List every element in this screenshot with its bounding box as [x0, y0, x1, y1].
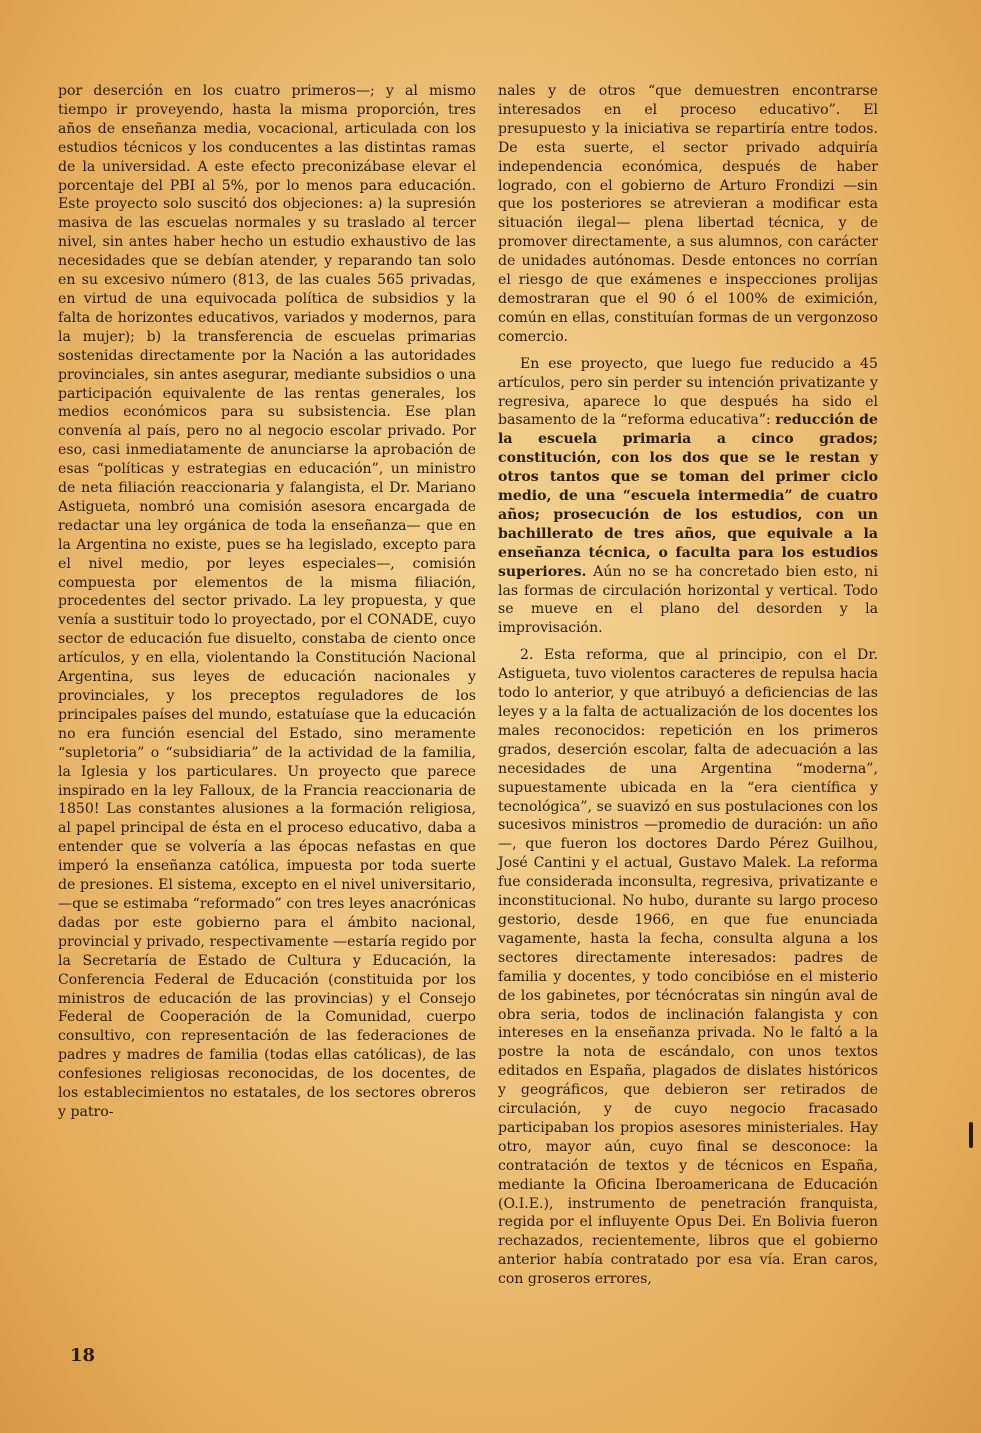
right-column-paragraph-3: 2. Esta reforma, que al principio, con el Dr. Astigueta, tuvo violentos caracteres de repulsa hacia todo lo anterior, y que atribuyó a deficiencias de las leyes y a la falta de actualización de los docentes los males reconocidos: repetición en los primeros grados, deserción escolar, falta de adecuación a las necesidades de una Argentina “moderna”, supuestamente ubicada en la “era científica y tecnológica”, se suavizó en sus postulaciones con los sucesivos ministros —promedio de duración: un año—, que fueron los doctores Dardo Pérez Guilhou, José Cantini y el actual, Gustavo Malek. La reforma fue considerada inconsulta, regresiva, privatizante e inconstitucional. No hubo, durante su largo proceso gestorio, desde 1966, en que fue enunciada vagamente, hasta la fecha, consulta alguna a los sectores directamente interesados: padres de familia y docentes, y todo concibióse en el misterio de los gabinetes, por técnócratas sin ningún aval de obra seria, todos de inclinación falangista y con intereses en la enseñanza privada. No le faltó a la postre la nota de escándalo, con unos textos editados en España, plagados de dislates históricos y geográficos, que debieron ser retirados de circulación, y de cuyo negocio fracasado participaban los propios asesores ministeriales. Hay otro, mayor aún, cuyo final se desconoce: la contratación de textos y de técnicos en España, mediante la Oficina Iberoamericana de Educación (O.I.E.), instrumento de penetración franquista, regida por el influyente Opus Dei. En Bolivia fueron rechazados, recientemente, libros que el gobierno anterior había contratado por esa vía. Eran caros, con groseros errores, [498, 647, 878, 1288]
right-column [498, 82, 878, 1297]
left-column-paragraph: por deserción en los cuatro primeros—; y al mismo tiempo ir proveyendo, hasta la misma proporción, tres años de enseñanza media, vocacional, articulada con los estudios técnicos y los conducentes a las distintas ramas de la universidad. A este efecto preconizábase elevar el porcentaje del PBI al 5%, por lo menos para educación. Este proyecto solo suscitó dos objeciones: a) la supresión masiva de las escuelas normales y su traslado al tercer nivel, sin antes haber hecho un estudio exhaustivo de las necesidades que se debían atender, y reparando tan solo en su excesivo número (813, de las cuales 565 privadas, en virtud de una equivocada política de subsidios y la falta de horizontes educativos, variados y modernos, para la mujer); b) la transferencia de escuelas primarias sostenidas directamente por la Nación a las autoridades provinciales, sin antes asegurar, mediante subsidios o una participación equivalente de las rentas generales, los medios económicos para su subsistencia. Ese plan convenía al país, pero no al negocio escolar privado. Por eso, casi inmediatamente de anunciarse la aprobación de esas “políticas y estrategias en educación”, un ministro de neta filiación reaccionaria y falangista, el Dr. Mariano Astigueta, nombró una comisión asesora encargada de redactar una ley orgánica de toda la enseñanza— que en la Argentina no existe, pues se ha legislado, excepto para el nivel medio, por leyes especiales—, comisión compuesta por elementos de la misma filiación, procedentes del sector privado. La ley propuesta, y que venía a sustituir todo lo proyectado, por el CONADE, cuyo sector de educación fue disuelto, constaba de ciento once artículos, y en ella, violentando la Constitución Nacional Argentina, sus leyes de educación nacionales y provinciales, y los preceptos reguladores de los principales países del mundo, estatuíase que la educación no era función esencial del Estado, sino meramente “supletoria” o “subsidiaria” de la actividad de la familia, la Iglesia y los particulares. Un proyecto que parece inspirado en la ley Falloux, de la Francia reaccionaria de 1850! Las constantes alusiones a la formación religiosa, al papel principal de ésta en el proceso educativo, daba a entender que se volvería a las épocas nefastas en que imperó la enseñanza católica, impuesta por toda suerte de presiones. El sistema, excepto en el nivel universitario, —que se estimaba “reformado” con tres leyes anacrónicas dadas por este gobierno para el ámbito nacional, provincial y privado, respectivamente —estaría regido por la Secretaría de Estado de Cultura y Educación, la Conferencia Federal de Educación (constituida por los ministros de educación de las provincias) y el Consejo Federal de Cooperación de la Comunidad, cuerpo consultivo, con representación de las federaciones de padres y madres de familia (todas ellas católicas), de las confesiones religiosas reconocidas, de los docentes, de los establecimientos no estatales, de los sectores obreros y patro- [58, 83, 476, 1120]
right-column-paragraph-2 [498, 355, 878, 639]
paragraph-2-text: En ese proyecto, que luego fue reducido a 45 artículos, pero sin perder su intención privatizante y regresiva, aparece lo que después ha sido el basamento de la “reforma educativa”: [498, 355, 878, 429]
edge-mark [969, 1122, 973, 1148]
left-column [58, 82, 476, 1130]
paragraph-2-bold-text: reducción de la escuela primaria a cinco grados; constitución, con los dos que se le restan y otros tantos que se toman del primer ciclo medio, de una “escuela intermedia” de cuatro años; prosecución de los estudios, con un bachillerato de tres años, que equivale a la enseñanza técnica, o faculta para los estudios superiores. [498, 412, 878, 580]
right-column-paragraph-1: nales y de otros “que demuestren encontrarse interesados en el proceso educativo”. El presupuesto y la iniciativa se repartiría entre todos. De esta suerte, el sector privado adquiría independencia económica, después de haber logrado, con el gobierno de Arturo Frondizi —sin que los posteriores se atrevieran a modificar esta situación ilegal— plena libertad técnica, y de promover directamente, a sus alumnos, con carácter de unidades autónomas. Desde entonces no corrían el riesgo de que exámenes e inspecciones prolijas demostraran que el 90 ó el 100% de eximición, común en ellas, constituían formas de un vergonzoso comercio. [498, 83, 878, 345]
page-number: 18 [70, 1345, 96, 1366]
paragraph-2-tail-text: Aún no se ha concretado bien esto, ni las formas de circulación horizontal y vertical. Todo se mueve en el plano del desorden y la improvisación. [498, 563, 878, 637]
